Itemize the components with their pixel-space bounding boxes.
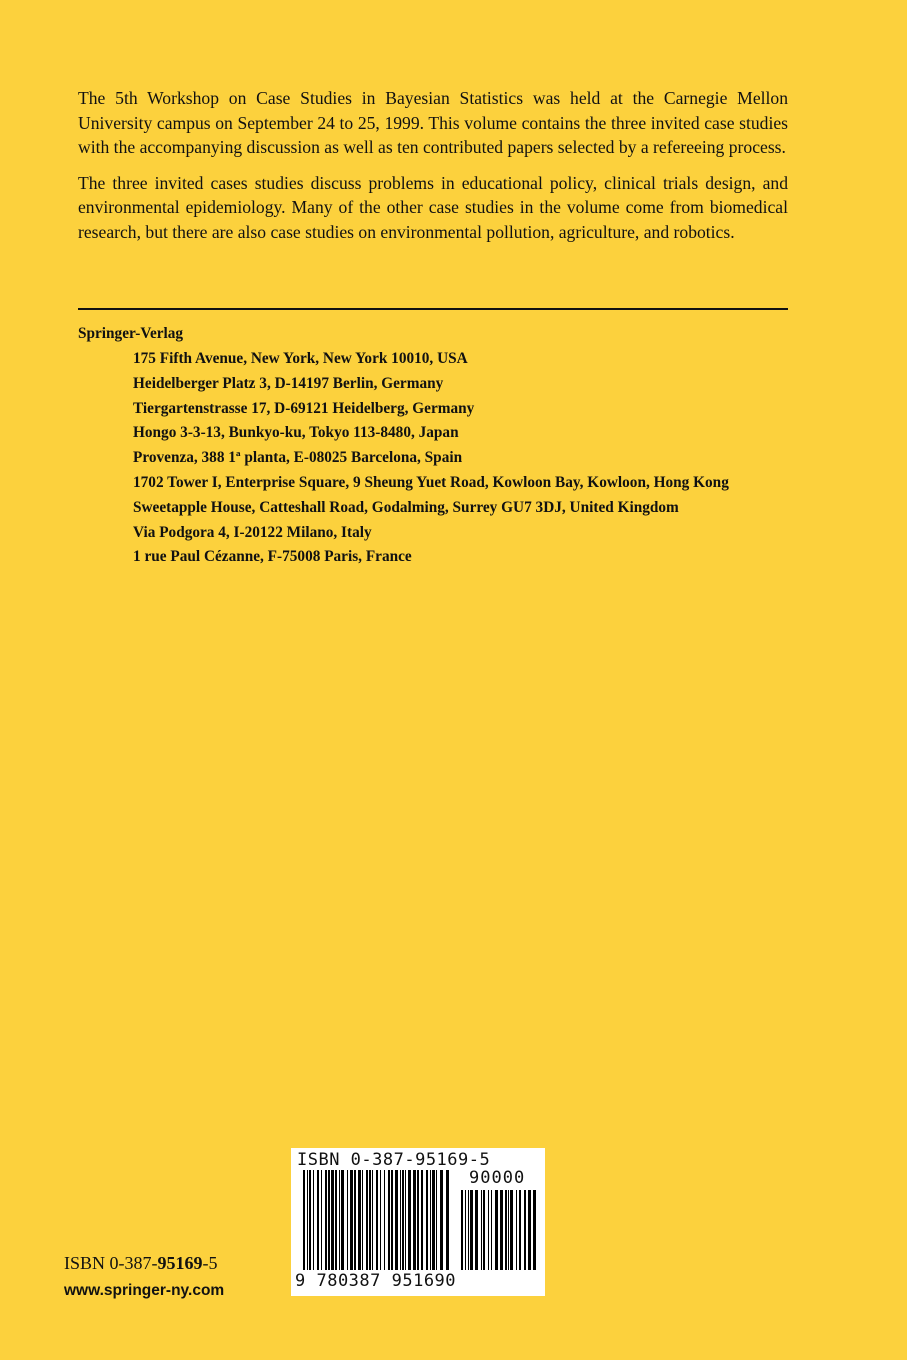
barcode-bar [524, 1190, 526, 1270]
barcode-bar [400, 1170, 401, 1270]
address-line: Sweetapple House, Catteshall Road, Godalming, Surrey GU7 3DJ, United Kingdom [133, 498, 679, 516]
barcode-label [291, 1148, 545, 1296]
barcode-bar [528, 1190, 531, 1270]
isbn-footer [64, 1253, 218, 1274]
publisher-website: www.springer-ny.com [64, 1282, 225, 1299]
barcode-bar [475, 1190, 478, 1270]
barcode-bar [495, 1190, 498, 1270]
barcode-bar [500, 1190, 503, 1270]
barcode-bar [354, 1170, 356, 1270]
barcode-bar [309, 1170, 311, 1270]
barcode-bar [402, 1170, 404, 1270]
barcode-bar [362, 1170, 363, 1270]
barcode-bar [468, 1190, 469, 1270]
barcode-bar [358, 1170, 361, 1270]
barcode-bar [483, 1190, 485, 1270]
address-line: Heidelberger Platz 3, D-14197 Berlin, Germany [133, 374, 444, 392]
barcode-bar [413, 1170, 416, 1270]
isbn-prefix: ISBN 0-387- [64, 1253, 158, 1273]
barcode-bar [380, 1170, 381, 1270]
barcode-bar [508, 1190, 509, 1270]
barcode-bar [369, 1170, 371, 1270]
barcode-bar [436, 1170, 437, 1270]
blurb-paragraph-1: The 5th Workshop on Case Studies in Bayesian Statistics was held at the Carnegie Mellon University campus on September 24 to 25, 1999. This volume contains the three invited case studies with the accompanying discussion as well as ten contributed papers selected by a refereeing process. [78, 88, 788, 157]
barcode-bar [440, 1170, 443, 1270]
barcode-bar [421, 1170, 423, 1270]
barcode-bar [481, 1190, 482, 1270]
address-line: Hongo 3-3-13, Bunkyo-ku, Tokyo 113-8480, Japan [133, 424, 459, 442]
publisher-name: Springer-Verlag [78, 325, 184, 342]
barcode-isbn-text: ISBN 0-387-95169-5 [297, 1150, 491, 1170]
price-barcode-bars [461, 1190, 537, 1270]
barcode-bar [470, 1190, 473, 1270]
barcode-bar [321, 1170, 322, 1270]
barcode-bar [405, 1170, 406, 1270]
barcode-bar [417, 1170, 419, 1270]
barcode-bar [325, 1170, 327, 1270]
address-line: Provenza, 388 1ª planta, E-08025 Barcelona, Spain [133, 449, 463, 467]
price-code: 90000 [469, 1168, 526, 1188]
barcode-bar [307, 1170, 308, 1270]
barcode-bar [446, 1170, 449, 1270]
barcode-bar [408, 1170, 411, 1270]
address-line: 1702 Tower I, Enterprise Square, 9 Sheung Yuet Road, Kowloon Bay, Kowloon, Hong Kong [133, 473, 729, 491]
barcode-bar [372, 1170, 373, 1270]
publisher-address-list [133, 349, 729, 572]
barcode-bar [395, 1170, 398, 1270]
barcode-bar [350, 1170, 353, 1270]
barcode-bar [461, 1190, 463, 1270]
barcode-bar [388, 1170, 390, 1270]
barcode-bar [376, 1170, 378, 1270]
blurb-paragraph-2: The three invited cases studies discuss problems in educational policy, clinical trials design, and environmental epidemiology. Many of the other case studies in the volume come from biomedical research, but there are also case studies on environmental pollution, agriculture, and robotics. [78, 172, 788, 242]
ean-barcode-bars [303, 1170, 453, 1270]
barcode-bar [505, 1190, 507, 1270]
isbn-suffix: -5 [202, 1253, 218, 1273]
barcode-bar [339, 1170, 340, 1270]
barcode-bar [465, 1190, 466, 1270]
barcode-bar [391, 1170, 393, 1270]
address-line: Tiergartenstrasse 17, D-69121 Heidelberg, Germany [133, 399, 475, 417]
ean-digits: 9 780387 951690 [295, 1271, 457, 1291]
barcode-bar [335, 1170, 337, 1270]
barcode-bar [510, 1190, 513, 1270]
barcode-bar [313, 1170, 314, 1270]
barcode-bar [516, 1190, 517, 1270]
barcode-bar [303, 1170, 305, 1270]
barcode-bar [366, 1170, 368, 1270]
barcode-bar [430, 1170, 431, 1270]
barcode-bar [488, 1190, 489, 1270]
barcode-bar [384, 1170, 385, 1270]
barcode-bar [426, 1170, 428, 1270]
barcode-bar [341, 1170, 344, 1270]
barcode-bar [317, 1170, 319, 1270]
address-line: 175 Fifth Avenue, New York, New York 10010, USA [133, 350, 468, 367]
barcode-bar [347, 1170, 348, 1270]
barcode-bar [331, 1170, 334, 1270]
back-cover-blurb [78, 86, 788, 255]
barcode-bar [491, 1190, 492, 1270]
barcode-bar [432, 1170, 435, 1270]
barcode-bar [328, 1170, 330, 1270]
divider-rule [78, 308, 788, 310]
barcode-bar [519, 1190, 521, 1270]
barcode-bar [533, 1190, 536, 1270]
address-line: 1 rue Paul Cézanne, F-75008 Paris, France [133, 548, 412, 566]
address-line: Via Podgora 4, I-20122 Milano, Italy [133, 523, 372, 541]
isbn-bold-part: 95169 [157, 1253, 203, 1273]
